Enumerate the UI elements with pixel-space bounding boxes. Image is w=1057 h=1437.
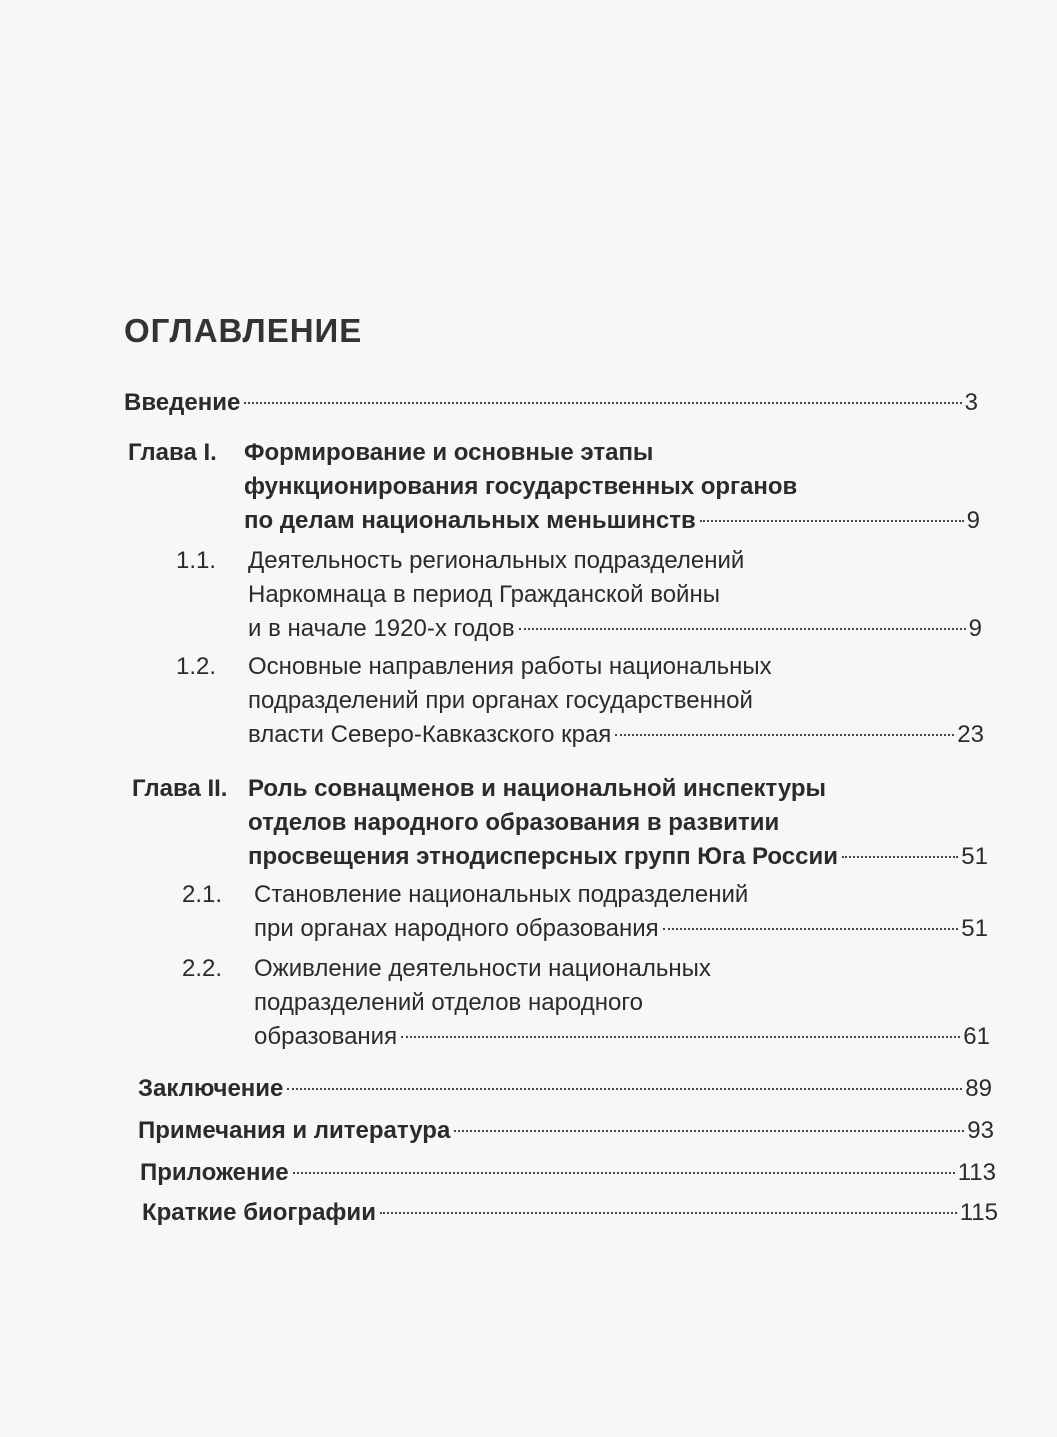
toc-page-number: 9 [968, 615, 982, 642]
toc-page-number: 9 [966, 507, 980, 534]
toc-entry-chapter-2 [132, 772, 988, 874]
toc-entry-line [138, 1114, 994, 1148]
toc-entry-text: власти Северо-Кавказского края [248, 721, 612, 748]
toc-entry-line [248, 840, 988, 874]
toc-entry-text: и в начале 1920-х годов [248, 615, 515, 642]
section-label: 2.1. [182, 881, 223, 908]
chapter-label: Глава II. [132, 775, 228, 802]
toc-entry-text: Краткие биографии [142, 1199, 376, 1226]
section-label: 2.2. [182, 955, 223, 982]
toc-entry-section-1-1 [176, 544, 982, 646]
toc-page-number: 89 [965, 1075, 992, 1102]
toc-entry-line [254, 912, 988, 946]
toc-entry-text: Роль совнацменов и национальной инспектуры [248, 775, 827, 802]
toc-entry-intro [124, 386, 978, 420]
dot-leader [615, 734, 954, 736]
toc-page-number: 51 [961, 843, 988, 870]
dot-leader [519, 628, 966, 630]
toc-entry-chapter-1 [128, 436, 980, 538]
dot-leader [401, 1036, 960, 1038]
dot-leader [454, 1130, 964, 1132]
toc-entry-text: Заключение [138, 1075, 284, 1102]
toc-entry-line [248, 612, 982, 646]
dot-leader [244, 402, 961, 404]
toc-page-number: 51 [961, 915, 988, 942]
chapter-label: Глава I. [128, 439, 217, 466]
toc-entry-section-2-2 [182, 952, 990, 1054]
toc-entry-notes [138, 1114, 994, 1148]
toc-entry-text: подразделений отделов народного [254, 989, 643, 1016]
toc-entry-line [254, 1020, 990, 1054]
toc-entry-text: Приложение [140, 1159, 289, 1186]
toc-entry-text: просвещения этнодисперсных групп Юга России [248, 843, 838, 870]
toc-entry-section-1-2 [176, 650, 984, 752]
section-label: 1.2. [176, 653, 217, 680]
toc-entry-text: Формирование и основные этапы [244, 439, 654, 466]
toc-entry-line [248, 718, 984, 752]
toc-entry-text: Примечания и литература [138, 1117, 451, 1144]
toc-page-number: 3 [964, 389, 978, 416]
toc-page-number: 93 [967, 1117, 994, 1144]
toc-entry-line [138, 1072, 992, 1106]
dot-leader [700, 520, 964, 522]
toc-page-number: 115 [959, 1199, 998, 1226]
toc-entry-line [142, 1196, 998, 1230]
dot-leader [380, 1212, 957, 1214]
toc-entry-appendix [140, 1156, 996, 1190]
toc-entry-text: функционирования государственных органов [244, 473, 798, 500]
toc-entry-text: отделов народного образования в развитии [248, 809, 780, 836]
toc-entry-text: по делам национальных меньшинств [244, 507, 696, 534]
toc-entry-text: Деятельность региональных подразделений [248, 547, 745, 574]
dot-leader [663, 928, 959, 930]
toc-page-number: 23 [957, 721, 984, 748]
toc-entry-line [244, 504, 980, 538]
toc-page-number: 61 [963, 1023, 990, 1050]
dot-leader [287, 1088, 962, 1090]
dot-leader [842, 856, 958, 858]
toc-entry-section-2-1 [182, 878, 988, 946]
toc-entry-text: образования [254, 1023, 398, 1050]
toc-entry-text: Введение [124, 389, 241, 416]
toc-entry-conclusion [138, 1072, 992, 1106]
toc-page-number: 113 [957, 1159, 996, 1186]
page-title: ОГЛАВЛЕНИЕ [124, 312, 363, 349]
toc-entry-line [124, 386, 978, 420]
toc-entry-biographies [142, 1196, 998, 1230]
toc-entry-line [140, 1156, 996, 1190]
toc-entry-text: Становление национальных подразделений [254, 881, 749, 908]
toc-entry-text: Оживление деятельности национальных [254, 955, 711, 982]
toc-entry-text: Основные направления работы национальных [248, 653, 772, 680]
section-label: 1.1. [176, 547, 217, 574]
toc-entry-text: Наркомнаца в период Гражданской войны [248, 581, 720, 608]
dot-leader [293, 1172, 955, 1174]
toc-entry-text: при органах народного образования [254, 915, 659, 942]
toc-entry-text: подразделений при органах государственной [248, 687, 753, 714]
